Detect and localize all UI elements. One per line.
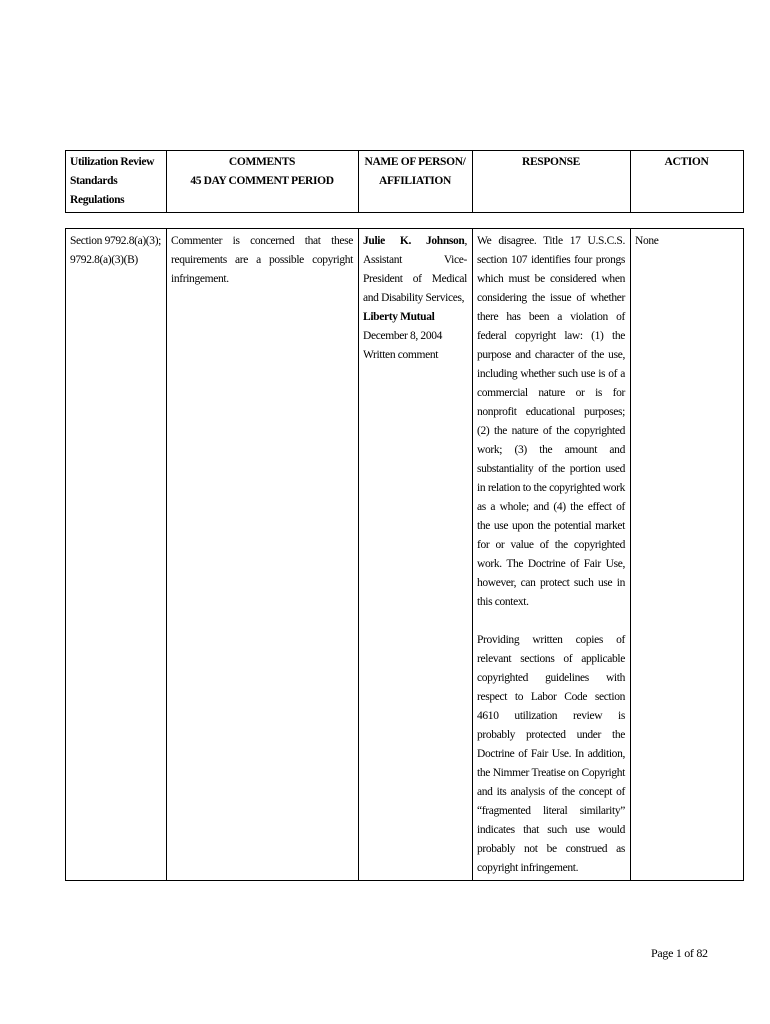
action-text: None xyxy=(635,235,659,247)
header-response-label: RESPONSE xyxy=(522,156,580,168)
comments-table xyxy=(65,228,744,881)
comment-type: Written comment xyxy=(363,349,439,361)
comment-date: December 8, 2004 xyxy=(363,330,443,342)
cell-response xyxy=(473,229,631,881)
person-org: Liberty Mutual xyxy=(363,311,435,323)
cell-person: Julie K. Johnson, Assistant Vice-President of Medical and Disability Services, Liberty Mutual December 8, 2004 Written comment xyxy=(359,229,473,881)
response-paragraph-2: Providing written copies of relevant sections of applicable copyrighted guidelines with respect to Labor Code section 4610 utilization review is probably protected under the Doctrine of Fair Use. In addition, the Nimmer Treatise on Copyright and its analysis of the concept of “fragmented literal similarity” indicates that such use would probably not be construed as copyright infringement. xyxy=(477,634,625,874)
section-line1: Section 9792.8(a)(3); xyxy=(70,235,162,247)
header-action-label: ACTION xyxy=(664,156,709,168)
cell-comment xyxy=(167,229,359,881)
header-comments-line1: COMMENTS xyxy=(228,156,296,168)
header-comments-line2: 45 DAY COMMENT PERIOD xyxy=(190,175,334,187)
cell-section xyxy=(66,229,167,881)
header-standards xyxy=(66,151,167,213)
header-table xyxy=(65,150,744,213)
person-title: Assistant Vice-President of Medical and Disability Services, xyxy=(363,254,467,304)
header-standards-line2: Standards xyxy=(70,175,118,187)
header-action xyxy=(631,151,744,213)
header-person xyxy=(359,151,473,213)
header-row xyxy=(66,151,744,213)
person-name: Julie K. Johnson xyxy=(363,235,465,247)
section-line2: 9792.8(a)(3)(B) xyxy=(70,254,138,266)
comment-text: Commenter is concerned that these requirements are a possible copyright infringement. xyxy=(171,235,353,285)
table-row xyxy=(66,229,744,881)
header-standards-line3: Regulations xyxy=(70,194,125,206)
cell-action xyxy=(631,229,744,881)
header-person-line1: NAME OF PERSON/ xyxy=(364,156,466,168)
header-person-line2: AFFILIATION xyxy=(379,175,451,187)
header-response xyxy=(473,151,631,213)
header-comments xyxy=(167,151,359,213)
page-number: Page 1 of 82 xyxy=(651,946,708,960)
header-standards-line1: Utilization Review xyxy=(70,156,155,168)
response-paragraph-1: We disagree. Title 17 U.S.C.S. section 107 identifies four prongs which must be considered when considering the issue of whether there has been a violation of federal copyright law: (1) the purpose and character of the use, including whether such use is of a commercial nature or is for nonprofit educational purposes; (2) the nature of the copyrighted work; (3) the amount and substantiality of the portion used in relation to the copyrighted work as a whole; and (4) the effect of the use upon the potential market for or value of the copyrighted work. The Doctrine of Fair Use, however, can protect such use in this context. xyxy=(477,235,625,608)
